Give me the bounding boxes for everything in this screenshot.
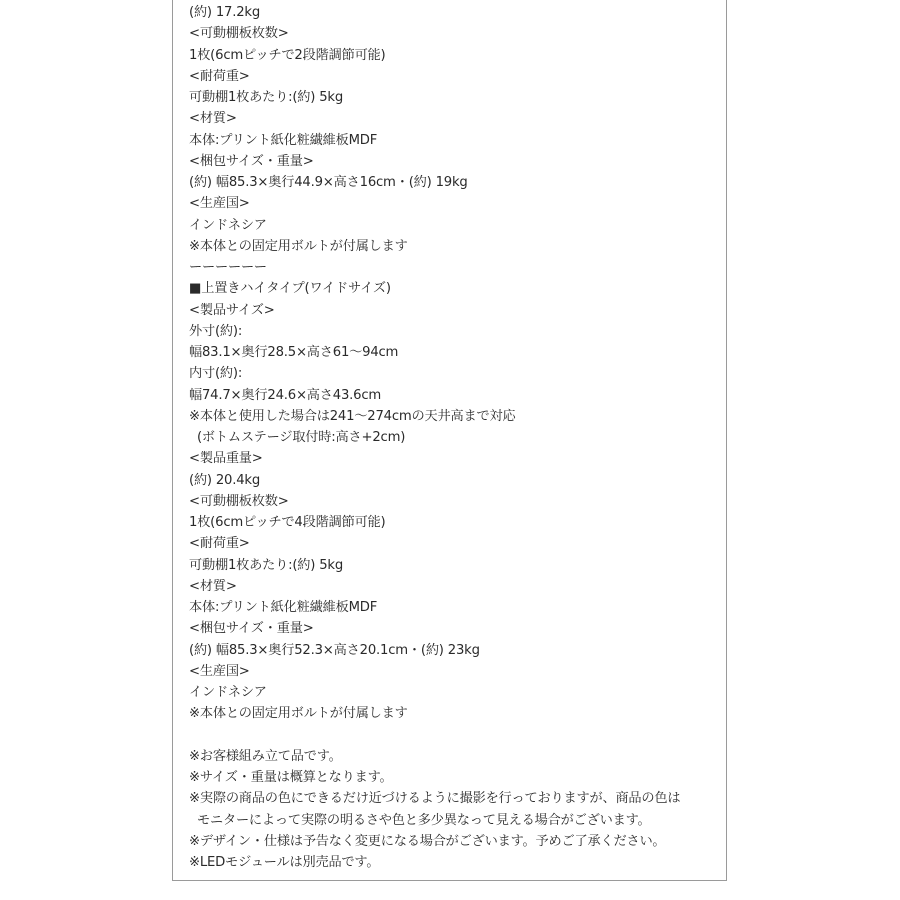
spec-line: (約) 幅85.3×奥行52.3×高さ20.1cm・(約) 23kg — [189, 642, 480, 658]
spec-line: <可動棚板枚数> — [189, 493, 289, 509]
spec-line: ※本体と使用した場合は241〜274cmの天井高まで対応 — [189, 408, 516, 424]
spec-line: <材質> — [189, 578, 237, 594]
spec-line: <梱包サイズ・重量> — [189, 621, 314, 637]
spec-line: <生産国> — [189, 196, 250, 212]
spec-line: (約) 幅85.3×奥行44.9×高さ16cm・(約) 19kg — [189, 175, 468, 190]
divider-line: ーーーーーー — [189, 260, 267, 275]
note-line: ※実際の商品の色にできるだけ近づけるように撮影を行っておりますが、商品の色は — [189, 791, 681, 807]
spec-line: 内寸(約): — [189, 366, 243, 382]
spec-line: 外寸(約): — [189, 323, 243, 339]
blank-line — [189, 725, 680, 746]
spec-line: 1枚(6cmピッチで2段階調節可能) — [189, 47, 386, 63]
spec-line: <製品サイズ> — [189, 302, 275, 318]
spec-line: <可動棚板枚数> — [189, 26, 289, 42]
spec-line: (約) 17.2kg — [189, 5, 261, 20]
spec-line: (約) 20.4kg — [189, 472, 261, 488]
spec-line: 幅74.7×奥行24.6×高さ43.6cm — [189, 387, 382, 403]
spec-list — [189, 2, 680, 873]
spec-line: 可動棚1枚あたり:(約) 5kg — [189, 557, 344, 573]
note-line: ※デザイン・仕様は予告なく変更になる場合がございます。予めご了承ください。 — [189, 833, 666, 849]
spec-line: ※本体との固定用ボルトが付属します — [189, 706, 408, 722]
spec-line: (ボトムステージ取付時:高さ+2cm) — [189, 430, 406, 445]
note-line: モニターによって実際の明るさや色と多少異なって見える場合がございます。 — [189, 812, 651, 828]
note-line: ※お客様組み立て品です。 — [189, 748, 342, 764]
note-line: ※LEDモジュールは別売品です。 — [189, 855, 380, 870]
spec-line: インドネシア — [189, 217, 267, 233]
spec-line: <耐荷重> — [189, 68, 250, 84]
spec-line: インドネシア — [189, 685, 267, 700]
spec-line: 幅83.1×奥行28.5×高さ61〜94cm — [189, 345, 399, 360]
spec-line: <梱包サイズ・重量> — [189, 153, 314, 169]
spec-line: 1枚(6cmピッチで4段階調節可能) — [189, 515, 386, 530]
spec-line: 本体:プリント紙化粧繊維板MDF — [189, 132, 378, 148]
spec-line: <生産国> — [189, 663, 250, 679]
spec-line: 可動棚1枚あたり:(約) 5kg — [189, 90, 344, 105]
section-heading: ■上置きハイタイプ(ワイドサイズ) — [189, 281, 391, 297]
spec-line: <耐荷重> — [189, 536, 250, 552]
spec-line: <材質> — [189, 111, 237, 127]
spec-line: 本体:プリント紙化粧繊維板MDF — [189, 600, 378, 615]
spec-line: <製品重量> — [189, 451, 263, 467]
note-line: ※サイズ・重量は概算となります。 — [189, 770, 393, 785]
spec-panel — [172, 0, 727, 881]
spec-line: ※本体との固定用ボルトが付属します — [189, 238, 408, 254]
